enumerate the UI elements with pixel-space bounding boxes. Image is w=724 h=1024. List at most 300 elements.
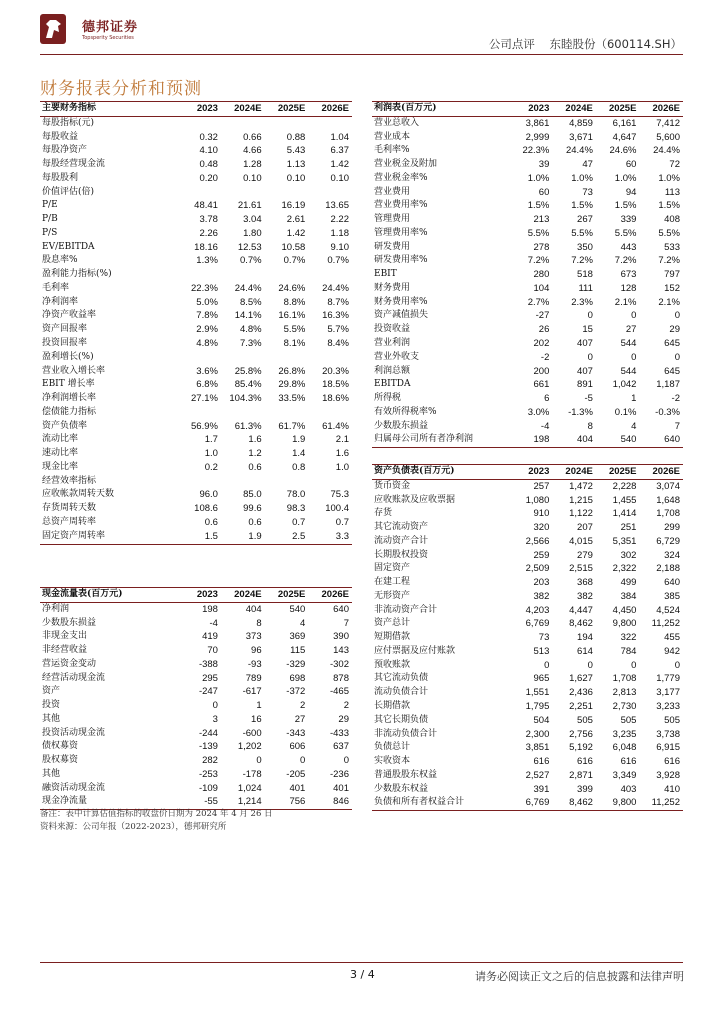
cell-value: 18.16: [194, 241, 218, 253]
row-label: 非现金支出: [42, 631, 88, 642]
cell-value: 18.5%: [322, 379, 349, 391]
row-label: 速动比率: [42, 448, 79, 459]
row-label: 财务费用率%: [374, 296, 428, 307]
table-row: [372, 116, 683, 130]
cell-value: 0: [587, 659, 593, 671]
table-row: [372, 755, 683, 769]
cell-value: 29: [669, 324, 680, 336]
cell-value: 1.13: [286, 159, 306, 171]
cell-value: 5,600: [656, 131, 680, 143]
cell-value: 100.4: [325, 503, 349, 515]
year-header: 2025E: [265, 588, 309, 603]
cell-value: 1.6: [335, 448, 349, 460]
cell-value: 3.0%: [527, 406, 550, 418]
cell-value: 1.3%: [196, 255, 218, 267]
row-label: 固定资产周转率: [40, 530, 177, 544]
table-row: [40, 516, 352, 530]
cell-value: 8.7%: [327, 296, 349, 308]
row-label: 投资活动现金流: [42, 727, 106, 738]
cell-value: 1.5: [177, 530, 221, 544]
cell-value: 7.2%: [527, 255, 550, 267]
cell-value: 152: [664, 282, 680, 294]
row-label: 资产: [42, 686, 61, 697]
cell-value: 2,756: [569, 728, 593, 740]
table-row: [372, 420, 683, 434]
cell-value: [265, 475, 309, 489]
cell-value: 2: [300, 700, 306, 712]
row-label: 每股指标(元): [42, 117, 95, 128]
table-row: [372, 549, 683, 563]
year-header: 2026E: [308, 102, 352, 117]
cell-value: 0.10: [286, 172, 306, 184]
cell-value: 85.0: [243, 489, 262, 501]
row-label: 营业外收支: [374, 351, 420, 362]
table-row: [40, 617, 352, 631]
cell-value: 4,203: [525, 604, 550, 616]
row-label: 流动比率: [42, 434, 79, 445]
cell-value: -253: [198, 768, 218, 780]
cell-value: 8,462: [552, 796, 596, 810]
note-text: 备注：表中计算估值指标的收盘价日期为 2024 年 4 月 26 日: [40, 809, 273, 819]
row-label: EBIT 增长率: [42, 379, 95, 390]
cell-value: 75.3: [330, 489, 349, 501]
table-row: [372, 282, 683, 296]
table-row: [372, 144, 683, 158]
cell-value: -244: [198, 727, 218, 739]
row-label: P/S: [42, 227, 58, 238]
cell-value: 1,455: [612, 494, 637, 506]
row-label: 负债总计: [374, 742, 411, 753]
cell-value: 104.3%: [229, 393, 262, 405]
table-row: [40, 433, 352, 447]
cell-value: 0.6: [248, 516, 262, 528]
table-row: [40, 337, 352, 351]
cell-value: 207: [577, 522, 593, 534]
cell-value: 4: [300, 617, 306, 629]
cell-value: -1.3%: [568, 406, 593, 418]
cell-value: 24.4%: [565, 145, 593, 157]
row-label: 在建工程: [374, 577, 411, 588]
cell-value: 4,859: [569, 117, 593, 129]
cell-value: 443: [620, 241, 637, 253]
cell-value: [221, 406, 265, 420]
cell-value: 0.6: [204, 516, 218, 528]
cell-value: 9,800: [596, 796, 640, 810]
cell-value: 1,414: [612, 508, 637, 520]
table-row: [372, 351, 683, 365]
year-header: 2024E: [552, 465, 596, 480]
table-row: [40, 461, 352, 475]
table-row: [40, 144, 352, 158]
company-name: 东睦股份（600114.SH）: [549, 37, 682, 51]
cell-value: 128: [620, 282, 637, 294]
row-label: 经营活动现金流: [42, 672, 106, 683]
table-row: [372, 535, 683, 549]
cell-value: 4,450: [612, 604, 637, 616]
cell-value: 385: [664, 590, 680, 602]
cell-value: 404: [245, 603, 262, 615]
cell-value: 282: [202, 755, 218, 767]
table-row: [40, 116, 352, 130]
cell-value: 200: [533, 365, 550, 377]
cell-value: 2,515: [569, 563, 593, 575]
row-label: 每股收益: [42, 131, 79, 142]
cell-value: 1.42: [330, 159, 349, 171]
cell-value: 11,252: [639, 796, 683, 810]
table-row: [40, 447, 352, 461]
table-row: [372, 645, 683, 659]
source-text: 资料来源：公司年报（2022-2023），德邦研究所: [40, 822, 227, 832]
cell-value: 27: [625, 324, 637, 336]
cell-value: 0: [343, 755, 349, 767]
cell-value: 3,851: [525, 742, 550, 754]
cell-value: 39: [538, 159, 550, 171]
row-label: 其它长期负债: [374, 714, 429, 725]
cell-value: 48.41: [194, 200, 218, 212]
cell-value: 9,800: [612, 618, 637, 630]
cell-value: 0.7%: [283, 255, 306, 267]
row-label: 无形资产: [374, 590, 411, 601]
table-row: [372, 741, 683, 755]
cell-value: 3.3: [308, 530, 352, 544]
footer-divider: [40, 962, 683, 963]
balance-sheet-table: [372, 464, 683, 811]
cell-value: 616: [664, 756, 680, 768]
cell-value: 0.8: [292, 461, 306, 473]
cell-value: 1,472: [569, 480, 593, 492]
cell-value: 390: [333, 631, 349, 643]
table-row: [372, 631, 683, 645]
cell-value: [221, 351, 265, 365]
table-row: [372, 365, 683, 379]
cell-value: 6,769: [509, 796, 553, 810]
cell-value: 673: [620, 269, 637, 281]
cell-value: -617: [242, 686, 262, 698]
row-label: 货币资金: [374, 480, 411, 491]
cell-value: 202: [533, 338, 550, 350]
cell-value: 5.5%: [658, 227, 680, 239]
row-label: EBITDA: [374, 379, 411, 390]
row-label: 偿债能力指标: [42, 406, 97, 417]
cell-value: 6,729: [656, 535, 680, 547]
row-label: 股息率%: [42, 255, 78, 266]
row-label: 研发费用: [374, 241, 411, 252]
table-row: [372, 562, 683, 576]
cell-value: 0.6: [248, 461, 262, 473]
row-label: 资产负债率: [42, 420, 88, 431]
cell-value: 73: [538, 632, 550, 644]
cell-value: 278: [533, 241, 550, 253]
report-type: 公司点评: [488, 37, 535, 51]
cell-value: 2,730: [612, 701, 637, 713]
cell-value: 24.4%: [653, 145, 680, 157]
cell-value: 4.10: [199, 145, 218, 157]
cell-value: 24.4%: [322, 282, 349, 294]
cell-value: -4: [540, 420, 550, 432]
cell-value: 0.10: [243, 172, 262, 184]
cell-value: [221, 475, 265, 489]
cell-value: 2: [343, 700, 349, 712]
cell-value: 384: [620, 590, 637, 602]
row-label: 净资产收益率: [42, 310, 97, 321]
table-row: [372, 254, 683, 268]
table-row: [40, 658, 352, 672]
cell-value: 279: [577, 549, 593, 561]
row-label: 价值评估(倍): [42, 186, 95, 197]
cell-value: 8: [256, 617, 262, 629]
cell-value: 299: [664, 522, 680, 534]
table-notes: [40, 808, 273, 834]
cell-value: [221, 116, 265, 130]
cell-value: -600: [242, 727, 262, 739]
cell-value: 1.0%: [571, 172, 593, 184]
table-row: [40, 782, 352, 796]
cell-value: 339: [620, 214, 637, 226]
cell-value: 26: [538, 324, 550, 336]
cell-value: 616: [577, 756, 593, 768]
cell-value: 1,627: [569, 673, 593, 685]
cell-value: 251: [620, 522, 637, 534]
table-row: [372, 337, 683, 351]
cell-value: 5.5%: [283, 324, 306, 336]
cell-value: 878: [333, 672, 349, 684]
cell-value: 198: [202, 603, 218, 615]
cell-value: 1.5%: [614, 200, 637, 212]
cell-value: 2.5: [265, 530, 309, 544]
cell-value: 99.6: [243, 503, 262, 515]
row-label: 资产回报率: [42, 324, 88, 335]
cell-value: 369: [289, 631, 306, 643]
company-logo: [40, 14, 180, 48]
cell-value: 6: [544, 393, 550, 405]
cell-value: 115: [290, 645, 306, 657]
row-label: 资产总计: [374, 618, 411, 629]
cell-value: 373: [245, 631, 262, 643]
table-row: [40, 727, 352, 741]
cell-value: 637: [333, 741, 349, 753]
table-row: [372, 796, 683, 810]
cell-value: 0: [631, 351, 637, 363]
disclaimer: 请务必阅读正文之后的信息披露和法律声明: [475, 970, 684, 983]
horse-logo-icon: [40, 14, 66, 44]
row-label: 净利润率: [42, 296, 79, 307]
cell-value: 3,861: [525, 117, 550, 129]
cell-value: 2.7%: [527, 296, 550, 308]
table-row: [40, 420, 352, 434]
row-label: 固定资产: [374, 563, 411, 574]
cell-value: 7: [674, 420, 680, 432]
cell-value: 350: [577, 241, 593, 253]
cell-value: 2,251: [569, 701, 593, 713]
row-label: 营业税金率%: [374, 172, 428, 183]
cell-value: 11,252: [651, 618, 680, 630]
cell-value: 2.1: [335, 434, 349, 446]
cell-value: 7.2%: [614, 255, 637, 267]
income-statement-table: [372, 101, 683, 448]
cell-value: 2,566: [525, 535, 550, 547]
row-label: 非经营收益: [42, 645, 88, 656]
cell-value: 320: [533, 522, 550, 534]
cell-value: 0.7: [335, 516, 349, 528]
table-row: [372, 241, 683, 255]
cell-value: 5.5%: [571, 227, 593, 239]
row-label: 营业利润: [374, 338, 411, 349]
cell-value: -55: [177, 795, 221, 809]
table-row: [372, 227, 683, 241]
table-row: [372, 686, 683, 700]
cell-value: -93: [247, 658, 262, 670]
cell-value: 3,349: [612, 769, 637, 781]
cell-value: [177, 186, 221, 200]
table-header-row: [40, 102, 352, 117]
cell-value: 4,015: [569, 535, 593, 547]
cell-value: 1,214: [221, 795, 265, 809]
table-row: [40, 254, 352, 268]
cell-value: 616: [533, 756, 550, 768]
logo-english-name: Topsperity Securities: [82, 35, 134, 41]
cell-value: 455: [664, 632, 680, 644]
row-label: 营业收入增长率: [42, 365, 106, 376]
cell-value: 21.61: [237, 200, 262, 212]
cell-value: 6,161: [612, 117, 637, 129]
row-label: 应收帐款周转天数: [42, 489, 115, 500]
cell-value: [308, 186, 352, 200]
cell-value: 942: [664, 645, 680, 657]
cell-value: 1.2: [248, 448, 262, 460]
row-label: 实收资本: [374, 756, 411, 767]
cell-value: 407: [577, 365, 593, 377]
cell-value: 1,187: [656, 379, 680, 391]
cell-value: 540: [289, 603, 306, 615]
cell-value: 368: [577, 577, 593, 589]
cell-value: 5.0%: [196, 296, 218, 308]
cell-value: 404: [552, 433, 596, 447]
cell-value: 104: [533, 282, 550, 294]
cell-value: 1: [256, 700, 262, 712]
cell-value: [221, 186, 265, 200]
cell-value: 60: [538, 186, 550, 198]
cell-value: 9.10: [330, 241, 349, 253]
table-row: [40, 406, 352, 420]
cell-value: 29.8%: [278, 379, 306, 391]
cell-value: 0.2: [204, 461, 218, 473]
table-row: [40, 644, 352, 658]
cell-value: 0: [212, 700, 218, 712]
cell-value: 1,708: [612, 673, 637, 685]
table-row: [40, 740, 352, 754]
table-row: [40, 378, 352, 392]
row-label: 管理费用: [374, 214, 411, 225]
table-row: [40, 475, 352, 489]
cell-value: 4.8%: [196, 338, 218, 350]
table-row: [372, 213, 683, 227]
cell-value: 1.9: [221, 530, 265, 544]
cell-value: 3.78: [199, 214, 218, 226]
cell-value: 8: [587, 420, 593, 432]
cell-value: 1.0%: [658, 172, 680, 184]
cell-value: 5.7%: [327, 324, 349, 336]
cell-value: [265, 351, 309, 365]
cell-value: 0: [674, 310, 680, 322]
table-row: [40, 713, 352, 727]
cell-value: 756: [265, 795, 309, 809]
table-row: [40, 699, 352, 713]
cell-value: 4: [631, 420, 637, 432]
cell-value: 2.3%: [571, 296, 593, 308]
row-label: 少数股东损益: [42, 617, 97, 628]
row-label: 非流动负债合计: [374, 728, 438, 739]
table-row: [40, 754, 352, 768]
row-label: 投资收益: [374, 324, 411, 335]
cell-value: 965: [533, 673, 550, 685]
cell-value: -433: [329, 727, 349, 739]
row-label: 利润总额: [374, 365, 411, 376]
row-label: 资产减值损失: [374, 310, 429, 321]
table-header-row: [40, 588, 352, 603]
row-label: 普通股股东权益: [374, 769, 438, 780]
cell-value: 267: [577, 214, 593, 226]
cell-value: 47: [582, 159, 593, 171]
cell-value: 24.6%: [278, 282, 306, 294]
row-label: 财务费用: [374, 282, 411, 293]
cell-value: 2,527: [525, 769, 550, 781]
cell-value: 5.5%: [527, 227, 550, 239]
table-row: [372, 296, 683, 310]
table-row: [40, 672, 352, 686]
row-label: 所得税: [374, 393, 402, 404]
cell-value: 4.66: [243, 145, 262, 157]
year-header: 2024E: [552, 102, 596, 117]
table-row: [372, 521, 683, 535]
cell-value: 111: [578, 282, 593, 294]
cell-value: 0.20: [199, 172, 218, 184]
cell-value: -343: [286, 727, 306, 739]
year-header: 2024E: [221, 102, 265, 117]
cell-value: 408: [664, 214, 680, 226]
cell-value: 3,074: [656, 480, 680, 492]
table-row: [372, 131, 683, 145]
table-row: [372, 617, 683, 631]
cell-value: 1.0%: [527, 172, 550, 184]
cell-value: 56.9%: [191, 420, 218, 432]
cell-value: 8.1%: [283, 338, 306, 350]
row-label: 现金比率: [42, 461, 79, 472]
cell-value: 2.22: [330, 214, 349, 226]
year-header: 2023: [177, 588, 221, 603]
cell-value: 540: [596, 433, 640, 447]
cell-value: 3,671: [569, 131, 593, 143]
cell-value: 203: [533, 577, 550, 589]
table-title: 主要财务指标: [40, 102, 177, 117]
logo-name: 德邦证券: [82, 20, 139, 35]
row-label: 总资产周转率: [42, 516, 97, 527]
cell-value: 614: [577, 645, 593, 657]
row-label: 股权募资: [42, 755, 79, 766]
cell-value: 533: [664, 241, 680, 253]
cell-value: 61.7%: [278, 420, 306, 432]
cell-value: 10.58: [281, 241, 306, 253]
table-row: [40, 199, 352, 213]
cell-value: 2,999: [525, 131, 550, 143]
cell-value: 1.5%: [527, 200, 550, 212]
cell-value: 143: [333, 645, 349, 657]
row-label: 营业费用率%: [374, 200, 428, 211]
table-row: [372, 479, 683, 493]
cell-value: 504: [533, 714, 550, 726]
year-header: 2026E: [308, 588, 352, 603]
cell-value: 2,509: [525, 563, 550, 575]
row-label: 少数股东损益: [374, 420, 429, 431]
